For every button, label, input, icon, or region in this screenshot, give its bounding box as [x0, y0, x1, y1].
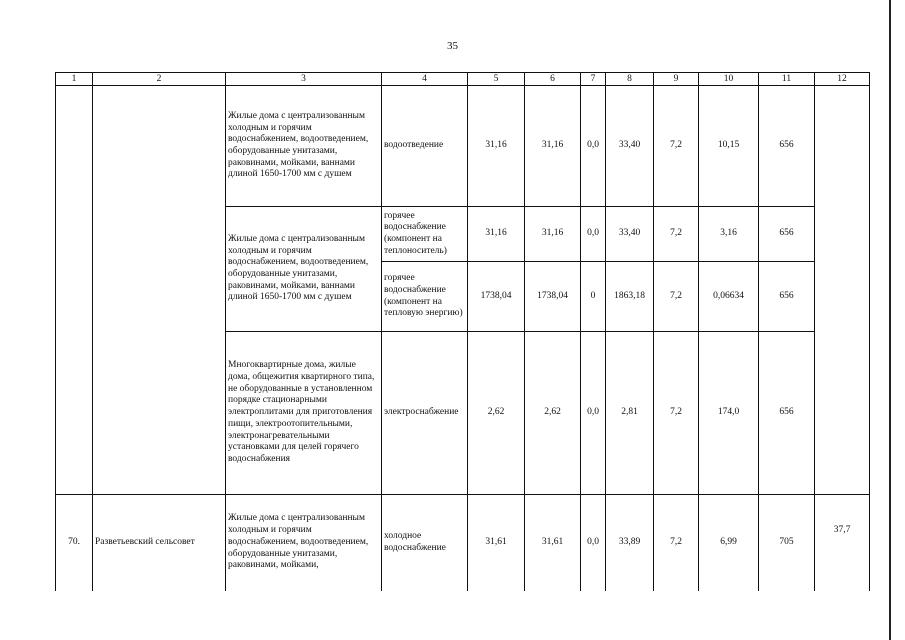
value-col7: 0,0	[581, 495, 606, 591]
value-col8: 33,40	[606, 207, 654, 262]
value-col11: 656	[759, 262, 815, 332]
value-col6: 2,62	[525, 332, 581, 495]
value-col6: 31,61	[525, 495, 581, 591]
header-row	[56, 73, 870, 86]
value-col7: 0,0	[581, 207, 606, 262]
value-col5: 31,16	[468, 86, 525, 207]
housing-description: Жилые дома с централизованным холодным и горячим водоснабжением, водоотведением, оборудованные унитазами, раковинами, мойками, ваннами длиной 1650-1700 мм с душем	[226, 86, 382, 207]
service-type: холодное водоснабжение	[382, 495, 468, 591]
service-type: водоотведение	[382, 86, 468, 207]
value-col8: 2,81	[606, 332, 654, 495]
value-col8: 1863,18	[606, 262, 654, 332]
value-col12: 37,7	[815, 495, 870, 591]
header-cell: 7	[581, 73, 606, 86]
settlement-number-cell	[56, 86, 93, 495]
header-cell: 3	[226, 73, 382, 86]
header-cell: 12	[815, 73, 870, 86]
scan-edge-line	[889, 0, 891, 640]
value-col10: 10,15	[699, 86, 759, 207]
value-col9: 7,2	[654, 332, 699, 495]
value-col5: 1738,04	[468, 262, 525, 332]
header-cell: 4	[382, 73, 468, 86]
value-col6: 1738,04	[525, 262, 581, 332]
value-col5: 2,62	[468, 332, 525, 495]
value-col10: 6,99	[699, 495, 759, 591]
value-col11: 656	[759, 332, 815, 495]
header-cell: 5	[468, 73, 525, 86]
table-row	[56, 495, 870, 591]
value-col10: 174,0	[699, 332, 759, 495]
service-type: горячее водоснабжение (компонент на теплоноситель)	[382, 207, 468, 262]
settlement-number: 70.	[56, 495, 93, 591]
value-col11: 656	[759, 86, 815, 207]
header-cell: 10	[699, 73, 759, 86]
value-col7: 0	[581, 262, 606, 332]
settlement-name-cell	[93, 86, 226, 495]
value-col7: 0,0	[581, 332, 606, 495]
value-col8: 33,89	[606, 495, 654, 591]
header-cell: 11	[759, 73, 815, 86]
housing-description: Многоквартирные дома, жилые дома, общежития квартирного типа, не оборудованные в установленном порядке стационарными электроплитами для приготовления пищи, электроотопительными, электронагревательными установками для целей горячего водоснабжения	[226, 332, 382, 495]
value-col6: 31,16	[525, 86, 581, 207]
value-col12	[815, 86, 870, 495]
value-col9: 7,2	[654, 262, 699, 332]
service-type: электроснабжение	[382, 332, 468, 495]
service-type: горячее водоснабжение (компонент на тепловую энергию)	[382, 262, 468, 332]
header-cell: 6	[525, 73, 581, 86]
table-row	[56, 86, 870, 207]
value-col10: 0,06634	[699, 262, 759, 332]
header-cell: 8	[606, 73, 654, 86]
value-col5: 31,61	[468, 495, 525, 591]
header-cell: 2	[93, 73, 226, 86]
tariff-table	[55, 72, 870, 591]
page-number: 35	[447, 40, 458, 52]
value-col11: 705	[759, 495, 815, 591]
header-cell: 9	[654, 73, 699, 86]
value-col7: 0,0	[581, 86, 606, 207]
header-cell: 1	[56, 73, 93, 86]
value-col9: 7,2	[654, 495, 699, 591]
housing-description: Жилые дома с централизованным холодным и горячим водоснабжением, водоотведением, оборудованные унитазами, раковинами, мойками,	[226, 495, 382, 591]
housing-description: Жилые дома с централизованным холодным и горячим водоснабжением, водоотведением, оборудованные унитазами, раковинами, мойками, ваннами длиной 1650-1700 мм с душем	[226, 207, 382, 332]
settlement-name: Разветьевский сельсовет	[93, 495, 226, 591]
value-col10: 3,16	[699, 207, 759, 262]
value-col5: 31,16	[468, 207, 525, 262]
value-col8: 33,40	[606, 86, 654, 207]
value-col9: 7,2	[654, 86, 699, 207]
value-col11: 656	[759, 207, 815, 262]
value-col6: 31,16	[525, 207, 581, 262]
value-col9: 7,2	[654, 207, 699, 262]
